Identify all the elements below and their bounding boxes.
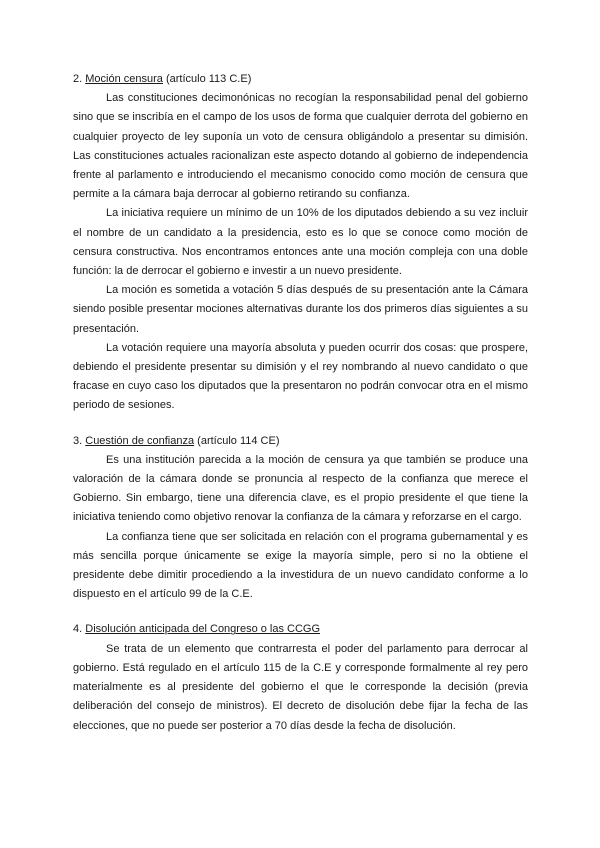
paragraph: Es una institución parecida a la moción de censura ya que también se produce una valoración de la cámara donde se pronuncia al respecto de la confianza que merece el Gobierno. Sin embargo, tiene una diferencia clave, es el propio presidente el que tiene la iniciativa teniendo como objetivo renovar la confianza de la cámara y reforzarse en el cargo.: [73, 453, 528, 524]
paragraph: La votación requiere una mayoría absoluta y pueden ocurrir dos cosas: que prospere, debiendo el presidente presentar su dimisión y el rey nombrando al nuevo candidato o que fracase en cuyo caso los diputados que la presentaron no podrán convocar otra en el mismo periodo de sesiones.: [73, 341, 528, 412]
section-heading: [73, 70, 528, 89]
section-number: 4.: [73, 623, 83, 636]
section-heading: [73, 620, 528, 639]
section-number: 2.: [73, 73, 83, 85]
section-number: 3.: [73, 434, 83, 447]
paragraph: La moción es sometida a votación 5 días después de su presentación ante la Cámara siendo posible presentar mociones alternativas durante los dos primeros días siguientes a su presentación.: [73, 284, 528, 335]
section-spacer: [73, 416, 528, 432]
paragraph: Las constituciones decimonónicas no recogían la responsabilidad penal del gobierno sino que se inscribía en el campo de los usos de forma que cualquier derrota del gobierno en cualquier proyecto de ley suponía un voto de censura obligándolo a presentar su dimisión. Las constituciones actuales racionalizan este aspecto dotando al gobierno de independencia frente al parlamento e introduciendo el mecanismo conocido como moción de censura que permite a la cámara baja derrocar al gobierno retirando su confianza.: [73, 92, 528, 201]
paragraph: La iniciativa requiere un mínimo de un 10% de los diputados debiendo a su vez incluir el nombre de un candidato a la presidencia, esto es lo que se conoce como moción de censura constructiva. Nos encontramos entonces ante una moción compleja con una doble función: la de derrocar el gobierno e investir a un nuevo presidente.: [73, 207, 528, 278]
paragraph: Se trata de un elemento que contrarresta el poder del parlamento para derrocar al gobierno. Está regulado en el artículo 115 de la C.E y corresponde formalmente al rey pero materialmente es al presidente del gobierno el que le corresponde la decisión (previa deliberación del consejo de ministros). El decreto de disolución debe fijar la fecha de las elecciones, que no puede ser posterior a 70 días desde la fecha de disolución.: [73, 642, 528, 732]
section-cuestion-confianza: [73, 432, 528, 605]
paragraph: La confianza tiene que ser solicitada en relación con el programa gubernamental y es más sencilla porque únicamente se exige la mayoría simple, pero si no la obtiene el presidente debe dimitir procediendo a la investidura de un nuevo candidato conforme a lo dispuesto en el artículo 99 de la C.E.: [73, 530, 528, 601]
document-body: [73, 70, 528, 736]
section-reference: (artículo 114 CE): [197, 434, 280, 447]
section-title: Disolución anticipada del Congreso o las CCGG: [85, 623, 321, 636]
section-mocion-censura: [73, 70, 528, 416]
section-title: Moción censura: [85, 73, 163, 85]
section-title: Cuestión de confianza: [85, 434, 195, 447]
section-reference: (artículo 113 C.E): [165, 73, 252, 85]
section-disolucion-anticipada: [73, 620, 528, 735]
section-spacer: [73, 604, 528, 620]
section-heading: [73, 432, 528, 451]
